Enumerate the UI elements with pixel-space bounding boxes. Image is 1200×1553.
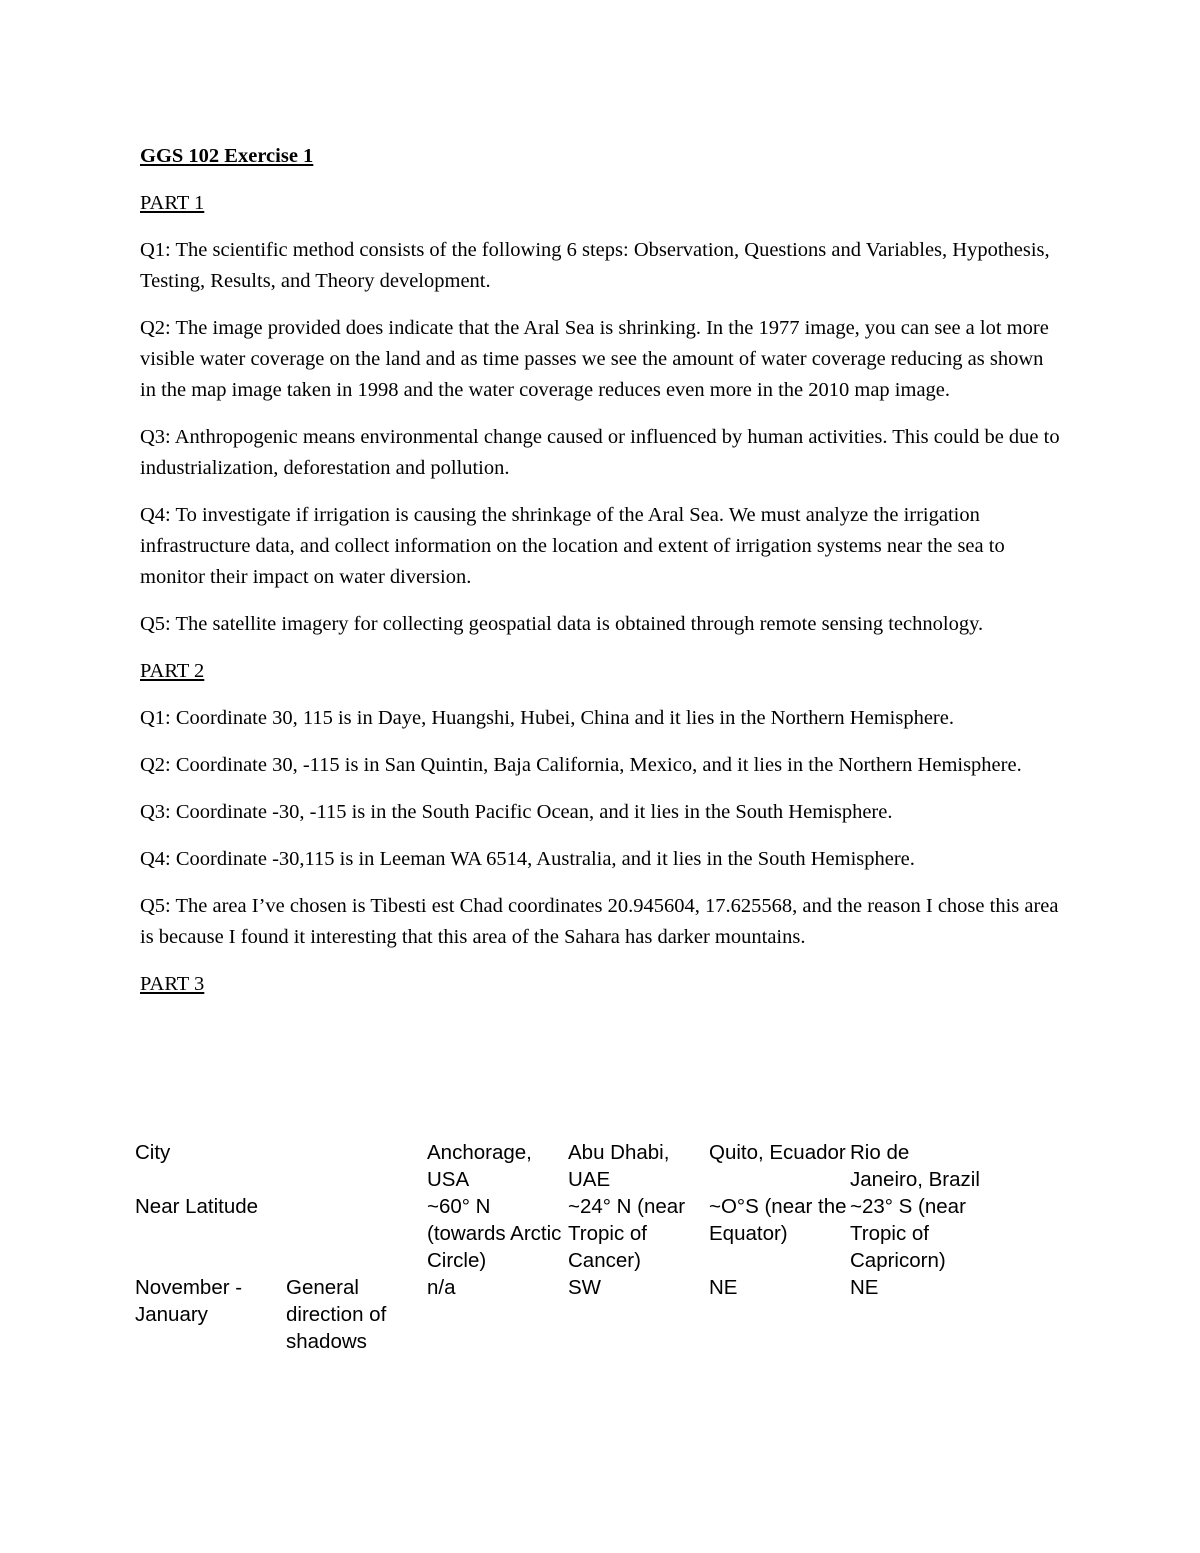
part2-q1: Q1: Coordinate 30, 115 is in Daye, Huangshi, Hubei, China and it lies in the Northern Hemisphere. [140,707,954,729]
shadow-rio: NE [850,1276,879,1299]
part2-q4: Q4: Coordinate -30,115 is in Leeman WA 6514, Australia, and it lies in the South Hemisphere. [140,848,915,870]
city-label: City [135,1141,171,1164]
latitude-abu-dhabi: ~24° N (near Tropic of Cancer) [568,1195,686,1272]
document-body [140,141,1060,1016]
shadow-label: General direction of shadows [286,1276,387,1353]
part1-q4: Q4: To investigate if irrigation is causing the shrinkage of the Aral Sea. We must analyze the irrigation infrastructure data, and collect information on the location and extent of irrigation systems near the sea to monitor their impact on water diversion. [140,504,1005,588]
part1-heading: PART 1 [140,192,205,214]
part2-q5: Q5: The area I’ve chosen is Tibesti est Chad coordinates 20.945604, 17.625568, and the reason I chose this area is because I found it interesting that this area of the Sahara has darker mountains. [140,895,1059,948]
part2-q3: Q3: Coordinate -30, -115 is in the South Pacific Ocean, and it lies in the South Hemisphere. [140,801,893,823]
city-quito: Quito, Ecuador [709,1141,846,1164]
city-rio: Rio de Janeiro, Brazil [850,1141,980,1191]
part2-heading: PART 2 [140,660,205,682]
shadow-abu-dhabi: SW [568,1276,602,1299]
shadow-direction-table [135,1139,981,1355]
part1-q3: Q3: Anthropogenic means environmental change caused or influenced by human activities. This could be due to industrialization, deforestation and pollution. [140,426,1060,479]
latitude-rio: ~23° S (near Tropic of Capricorn) [850,1195,966,1272]
latitude-label: Near Latitude [135,1195,259,1218]
part1-q5: Q5: The satellite imagery for collecting geospatial data is obtained through remote sensing technology. [140,613,984,635]
city-abu-dhabi: Abu Dhabi, UAE [568,1141,670,1191]
part2-q2: Q2: Coordinate 30, -115 is in San Quintin, Baja California, Mexico, and it lies in the Northern Hemisphere. [140,754,1022,776]
city-anchorage: Anchorage, USA [427,1141,532,1191]
period-label: November - January [135,1276,243,1326]
table-row-shadows [135,1274,981,1355]
part3-heading: PART 3 [140,973,205,995]
shadow-table-container [135,1139,995,1355]
shadow-quito: NE [709,1276,738,1299]
latitude-anchorage: ~60° N (towards Arctic Circle) [427,1195,562,1272]
table-row-latitude [135,1193,981,1274]
part1-q1: Q1: The scientific method consists of the following 6 steps: Observation, Questions and Variables, Hypothesis, Testing, Results, and Theory development. [140,239,1050,292]
shadow-anchorage: n/a [427,1276,456,1299]
table-row-city [135,1139,981,1193]
latitude-quito: ~O°S (near the Equator) [709,1195,847,1245]
document-title: GGS 102 Exercise 1 [140,145,314,167]
part1-q2: Q2: The image provided does indicate that the Aral Sea is shrinking. In the 1977 image, you can see a lot more visible water coverage on the land and as time passes we see the amount of water coverage reducing as shown in the map image taken in 1998 and the water coverage reduces even more in the 2010 map image. [140,317,1049,401]
